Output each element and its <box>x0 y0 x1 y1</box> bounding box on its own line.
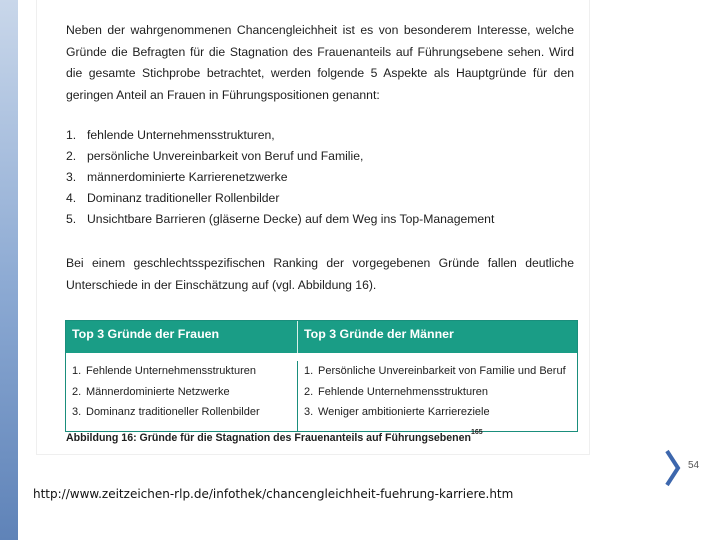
table-row: 3. Dominanz traditioneller Rollenbilder <box>72 406 260 418</box>
table-row: 2. Männerdominierte Netzwerke <box>72 385 230 398</box>
left-accent-bar <box>0 0 18 540</box>
figure-table <box>65 320 578 432</box>
table-row: 2. Fehlende Unternehmensstrukturen <box>304 385 488 398</box>
reasons-list <box>66 125 494 230</box>
table-body <box>66 353 577 431</box>
header-women: Top 3 Gründe der Frauen <box>66 321 298 353</box>
list-item: 3. männerdominierte Karrierenetzwerke <box>66 170 288 184</box>
source-url-link[interactable]: http://www.zeitzeichen-rlp.de/infothek/chancengleichheit-fuehrung-karriere.htm <box>33 487 514 501</box>
footnote-ref: 165 <box>470 429 483 436</box>
list-item: 4. Dominanz traditioneller Rollenbilder <box>66 191 280 205</box>
intro-paragraph: Neben der wahrgenommenen Chancengleichheit ist es von besonderem Interesse, welche Gründe die Befragten für die Stagnation des Frauenanteils auf Führungsebene sehen. Wird die gesamte Stichprobe betrachtet, werden folgende 5 Aspekte als Hauptgründe für den geringen Anteil an Frauen in Führungspositionen genannt: <box>66 23 574 102</box>
table-row: 3. Weniger ambitionierte Karriereziele <box>304 406 490 418</box>
women-column <box>66 361 298 431</box>
men-column <box>298 361 577 431</box>
list-item: 2. persönliche Unvereinbarkeit von Beruf und Familie, <box>66 149 364 163</box>
list-item: 5. Unsichtbare Barrieren (gläserne Decke) auf dem Weg ins Top-Management <box>66 212 495 226</box>
document-scan <box>37 0 589 454</box>
table-row: 1. Fehlende Unternehmensstrukturen <box>72 365 256 377</box>
page-number: 54 <box>688 460 700 471</box>
table-header-row <box>66 321 577 353</box>
list-item: 1. fehlende Unternehmensstrukturen, <box>66 128 275 142</box>
next-slide-chevron-icon[interactable] <box>664 448 682 488</box>
table-row: 1. Persönliche Unvereinbarkeit von Familie und Beruf <box>304 365 566 377</box>
ranking-paragraph: Bei einem geschlechtsspezifischen Ranking der vorgegebenen Gründe fallen deutliche Unterschiede in der Einschätzung auf (vgl. Abbildung 16). <box>66 256 574 292</box>
header-men: Top 3 Gründe der Männer <box>304 327 454 341</box>
figure-caption: Abbildung 16: Gründe für die Stagnation des Frauenanteils auf Führungsebenen$^{165}$ <box>66 429 483 444</box>
